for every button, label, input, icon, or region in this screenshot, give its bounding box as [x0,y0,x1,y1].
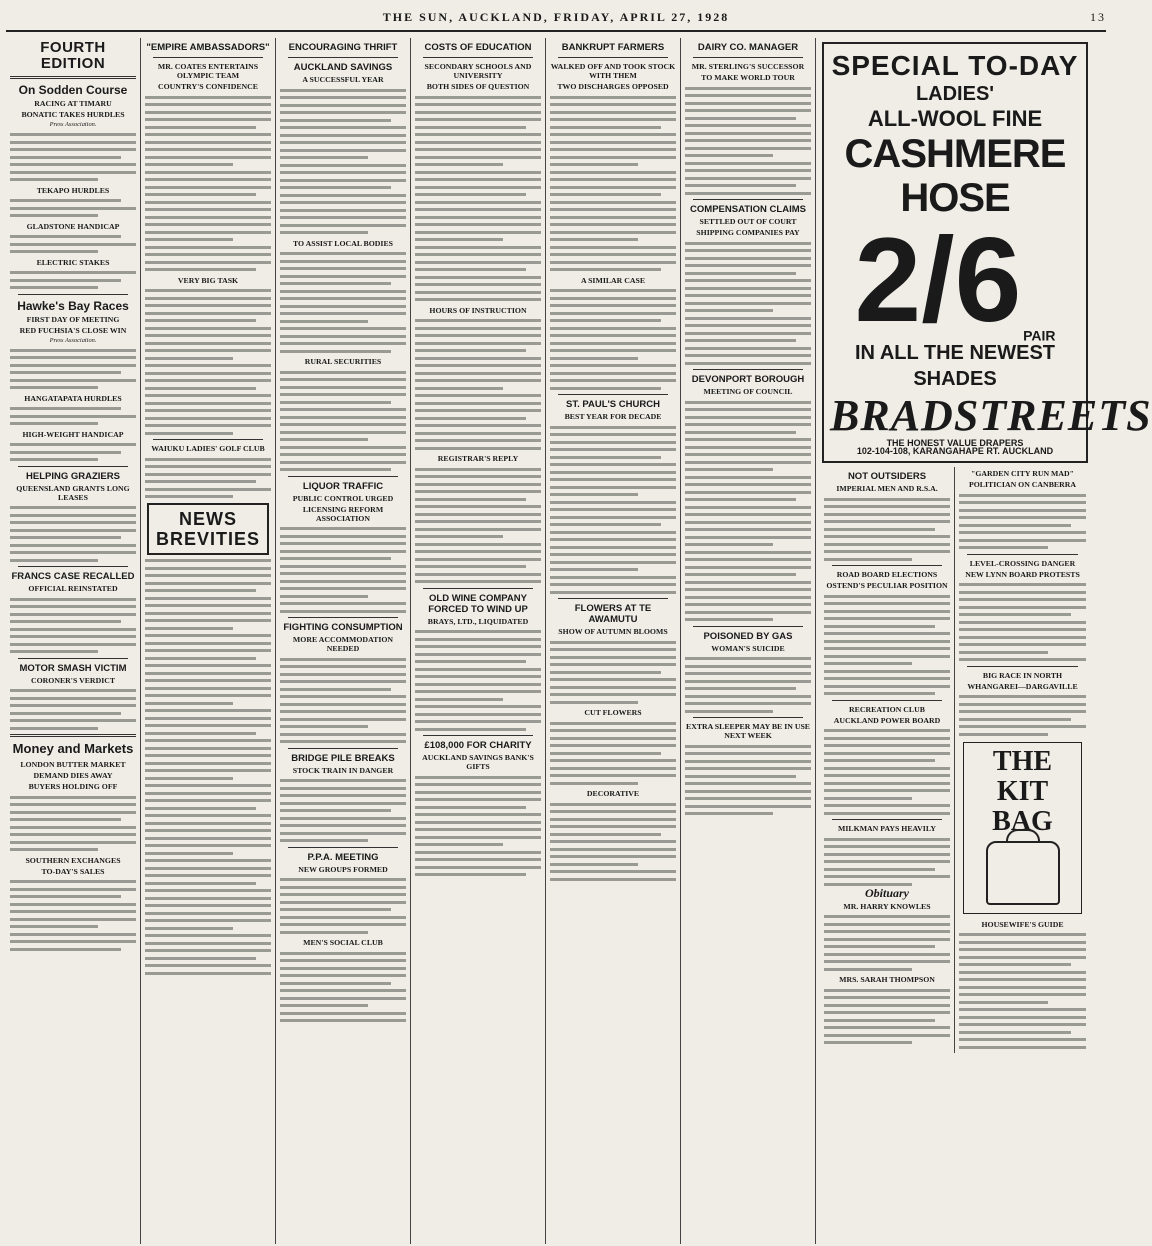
ad-ladies: LADIES' [915,83,995,105]
byline: Press Association. [49,336,97,344]
headline: COMPENSATION CLAIMS [690,204,806,215]
subheading: ELECTRIC STAKES [36,257,110,267]
headline: SOUTHERN EXCHANGES [25,855,121,865]
obituary-heading: Obituary [864,886,909,901]
headline: NEW GROUPS FORMED [298,864,388,874]
headline: MR. HARRY KNOWLES [843,901,931,911]
column-4 [411,38,546,1244]
headline: SHOW OF AUTUMN BLOOMS [558,627,668,636]
subheading: DECORATIVE [586,789,640,798]
headline: RACING AT TIMARU [34,99,112,108]
subheading: VERY BIG TASK [177,275,239,285]
headline: TO-DAY'S SALES [41,866,105,876]
ad-cashmere: CASHMERE HOSE [844,132,1066,220]
headline: RED FUCHSIA'S CLOSE WIN [19,325,127,335]
headline: LEVEL-CROSSING DANGER [969,558,1076,568]
headline: RECREATION CLUB [849,704,925,714]
headline: NEW LYNN BOARD PROTESTS [965,569,1080,579]
headline: MILKMAN PAYS HEAVILY [838,824,936,834]
kit-bag-title: THE KIT BAG [992,745,1053,837]
headline: DAIRY CO. MANAGER [697,42,799,53]
headline: SHIPPING COMPANIES PAY [696,228,800,237]
ad-shades: IN ALL THE NEWEST SHADES [855,342,1055,390]
headline: MORE ACCOMMODATION NEEDED [292,635,394,653]
ad-price: 2/6 [854,213,1022,347]
column-3 [276,38,411,1244]
subheading: RURAL SECURITIES [304,357,382,366]
subcolumn-left [820,467,955,1053]
headline: SETTLED OUT OF COURT [699,217,797,226]
headline: "EMPIRE AMBASSADORS" [146,42,270,53]
masthead [6,4,1106,32]
headline: NOT OUTSIDERS [847,471,927,483]
headline: ST. PAUL'S CHURCH [566,399,660,410]
headline: WAIUKU LADIES' GOLF CLUB [151,444,265,453]
headline: TO MAKE WORLD TOUR [701,73,795,82]
headline: HELPING GRAZIERS [26,470,120,482]
subheading: HIGH-WEIGHT HANDICAP [22,429,124,439]
headline: QUEENSLAND GRANTS LONG LEASES [16,483,130,502]
headline: BRIDGE PILE BREAKS [291,752,395,764]
headline: AUCKLAND POWER BOARD [833,715,941,725]
ad-allwool: ALL-WOOL FINE [867,106,1043,131]
headline: HOUSEWIFE'S GUIDE [981,919,1064,929]
headline: DEVONPORT BOROUGH [691,374,805,385]
headline: OLD WINE COMPANY FORCED TO WIND UP [428,592,528,615]
headline: ENCOURAGING THRIFT [288,42,398,53]
headline: PUBLIC CONTROL URGED [292,493,394,503]
subheading: HANGATAPATA HURDLES [24,393,122,403]
headline: WOMAN'S SUICIDE [711,643,785,653]
headline: BUYERS HOLDING OFF [28,782,118,792]
headline: LONDON BUTTER MARKET [20,760,126,770]
ad-brand-sub: THE HONEST VALUE DRAPERS [886,438,1024,448]
headline: Money and Markets [12,741,134,757]
headline: FIRST DAY OF MEETING [26,314,120,324]
headline: EXTRA SLEEPER MAY BE IN USE NEXT WEEK [686,722,810,740]
headline: POLITICIAN ON CANBERRA [968,480,1076,490]
column-5 [546,38,681,1244]
headline: BONATIC TAKES HURDLES [21,110,125,119]
headline: OSTEND'S PECULIAR POSITION [826,581,948,591]
headline: POISONED BY GAS [703,630,793,642]
headline: BIG RACE IN NORTH [982,670,1063,680]
subcolumn-right [955,467,1090,1053]
edition-label: FOURTH EDITION [40,39,106,72]
column-2 [141,38,276,1244]
headline: MRS. SARAH THOMPSON [839,975,935,985]
headline: On Sodden Course [18,83,128,97]
headline: FRANCS CASE RECALLED [11,571,135,583]
headline: OFFICIAL REINSTATED [28,584,118,594]
headline: BOTH SIDES OF QUESTION [426,82,530,91]
headline: MEN'S SOCIAL CLUB [303,938,383,947]
subheading: TO ASSIST LOCAL BODIES [292,238,394,248]
headline: WHANGAREI—DARGAVILLE [967,681,1078,691]
headline: Hawke's Bay Races [17,298,129,313]
headline: TWO DISCHARGES OPPOSED [557,82,669,91]
subheading: GLADSTONE HANDICAP [26,221,120,231]
headline: BEST YEAR FOR DECADE [564,412,662,421]
headline: FIGHTING CONSUMPTION [283,622,403,633]
ad-address: 102-104-108, KARANGAHAPE RT. AUCKLAND [856,445,1054,456]
subheading: REGISTRAR'S REPLY [437,454,519,463]
subheading: HOURS OF INSTRUCTION [429,305,527,315]
page-number: 13 [1090,9,1106,24]
kit-bag-box [963,742,1082,914]
subheading: A SIMILAR CASE [580,275,646,285]
headline: CORONER'S VERDICT [30,675,116,685]
headline: ROAD BOARD ELECTIONS [836,570,938,580]
headline: MOTOR SMASH VICTIM [19,662,127,674]
ad-brand: BRADSTREETS [830,391,1152,440]
headline: COUNTRY'S CONFIDENCE [157,82,258,91]
column-1 [6,38,141,1244]
headline: STOCK TRAIN IN DANGER [292,765,394,775]
headline: LIQUOR TRAFFIC [302,480,384,492]
headline: £108,000 FOR CHARITY [424,740,532,751]
news-brevities-box: NEWS BREVITIES [147,503,269,555]
ad-special: SPECIAL TO-DAY [831,50,1079,81]
bag-icon [986,841,1060,905]
bradstreets-advertisement [822,42,1152,463]
column-6 [681,38,816,1244]
headline: IMPERIAL MEN AND R.S.A. [836,484,938,494]
headline: BANKRUPT FARMERS [561,42,665,53]
column-7 [816,38,1152,1244]
byline: Press Association. [49,121,97,128]
subheading: TEKAPO HURDLES [36,185,110,195]
headline: A SUCCESSFUL YEAR [302,75,384,84]
headline: FLOWERS AT TE AWAMUTU [574,603,652,625]
subheading: CUT FLOWERS [584,708,642,717]
masthead-title: THE SUN, AUCKLAND, FRIDAY, APRIL 27, 1928 [382,9,730,24]
headline: COSTS OF EDUCATION [424,42,532,53]
headline: DEMAND DIES AWAY [33,771,113,781]
headline: "GARDEN CITY RUN MAD" [970,469,1074,479]
headline: AUCKLAND SAVINGS BANK'S GIFTS [422,753,534,771]
headline: MEETING OF COUNCIL [703,387,793,396]
headline: WALKED OFF AND TOOK STOCK WITH THEM [550,62,676,80]
headline: AUCKLAND SAVINGS [293,62,393,73]
headline: BRAYS, LTD., LIQUIDATED [427,616,529,626]
headline: LICENSING REFORM ASSOCIATION [302,504,384,523]
headline: SECONDARY SCHOOLS AND UNIVERSITY [424,62,532,80]
headline: P.P.A. MEETING [307,851,379,863]
ad-pair: PAIR [1023,327,1056,344]
headline: MR. COATES ENTERTAINS OLYMPIC TEAM [157,62,259,80]
headline: MR. STERLING'S SUCCESSOR [691,62,805,71]
